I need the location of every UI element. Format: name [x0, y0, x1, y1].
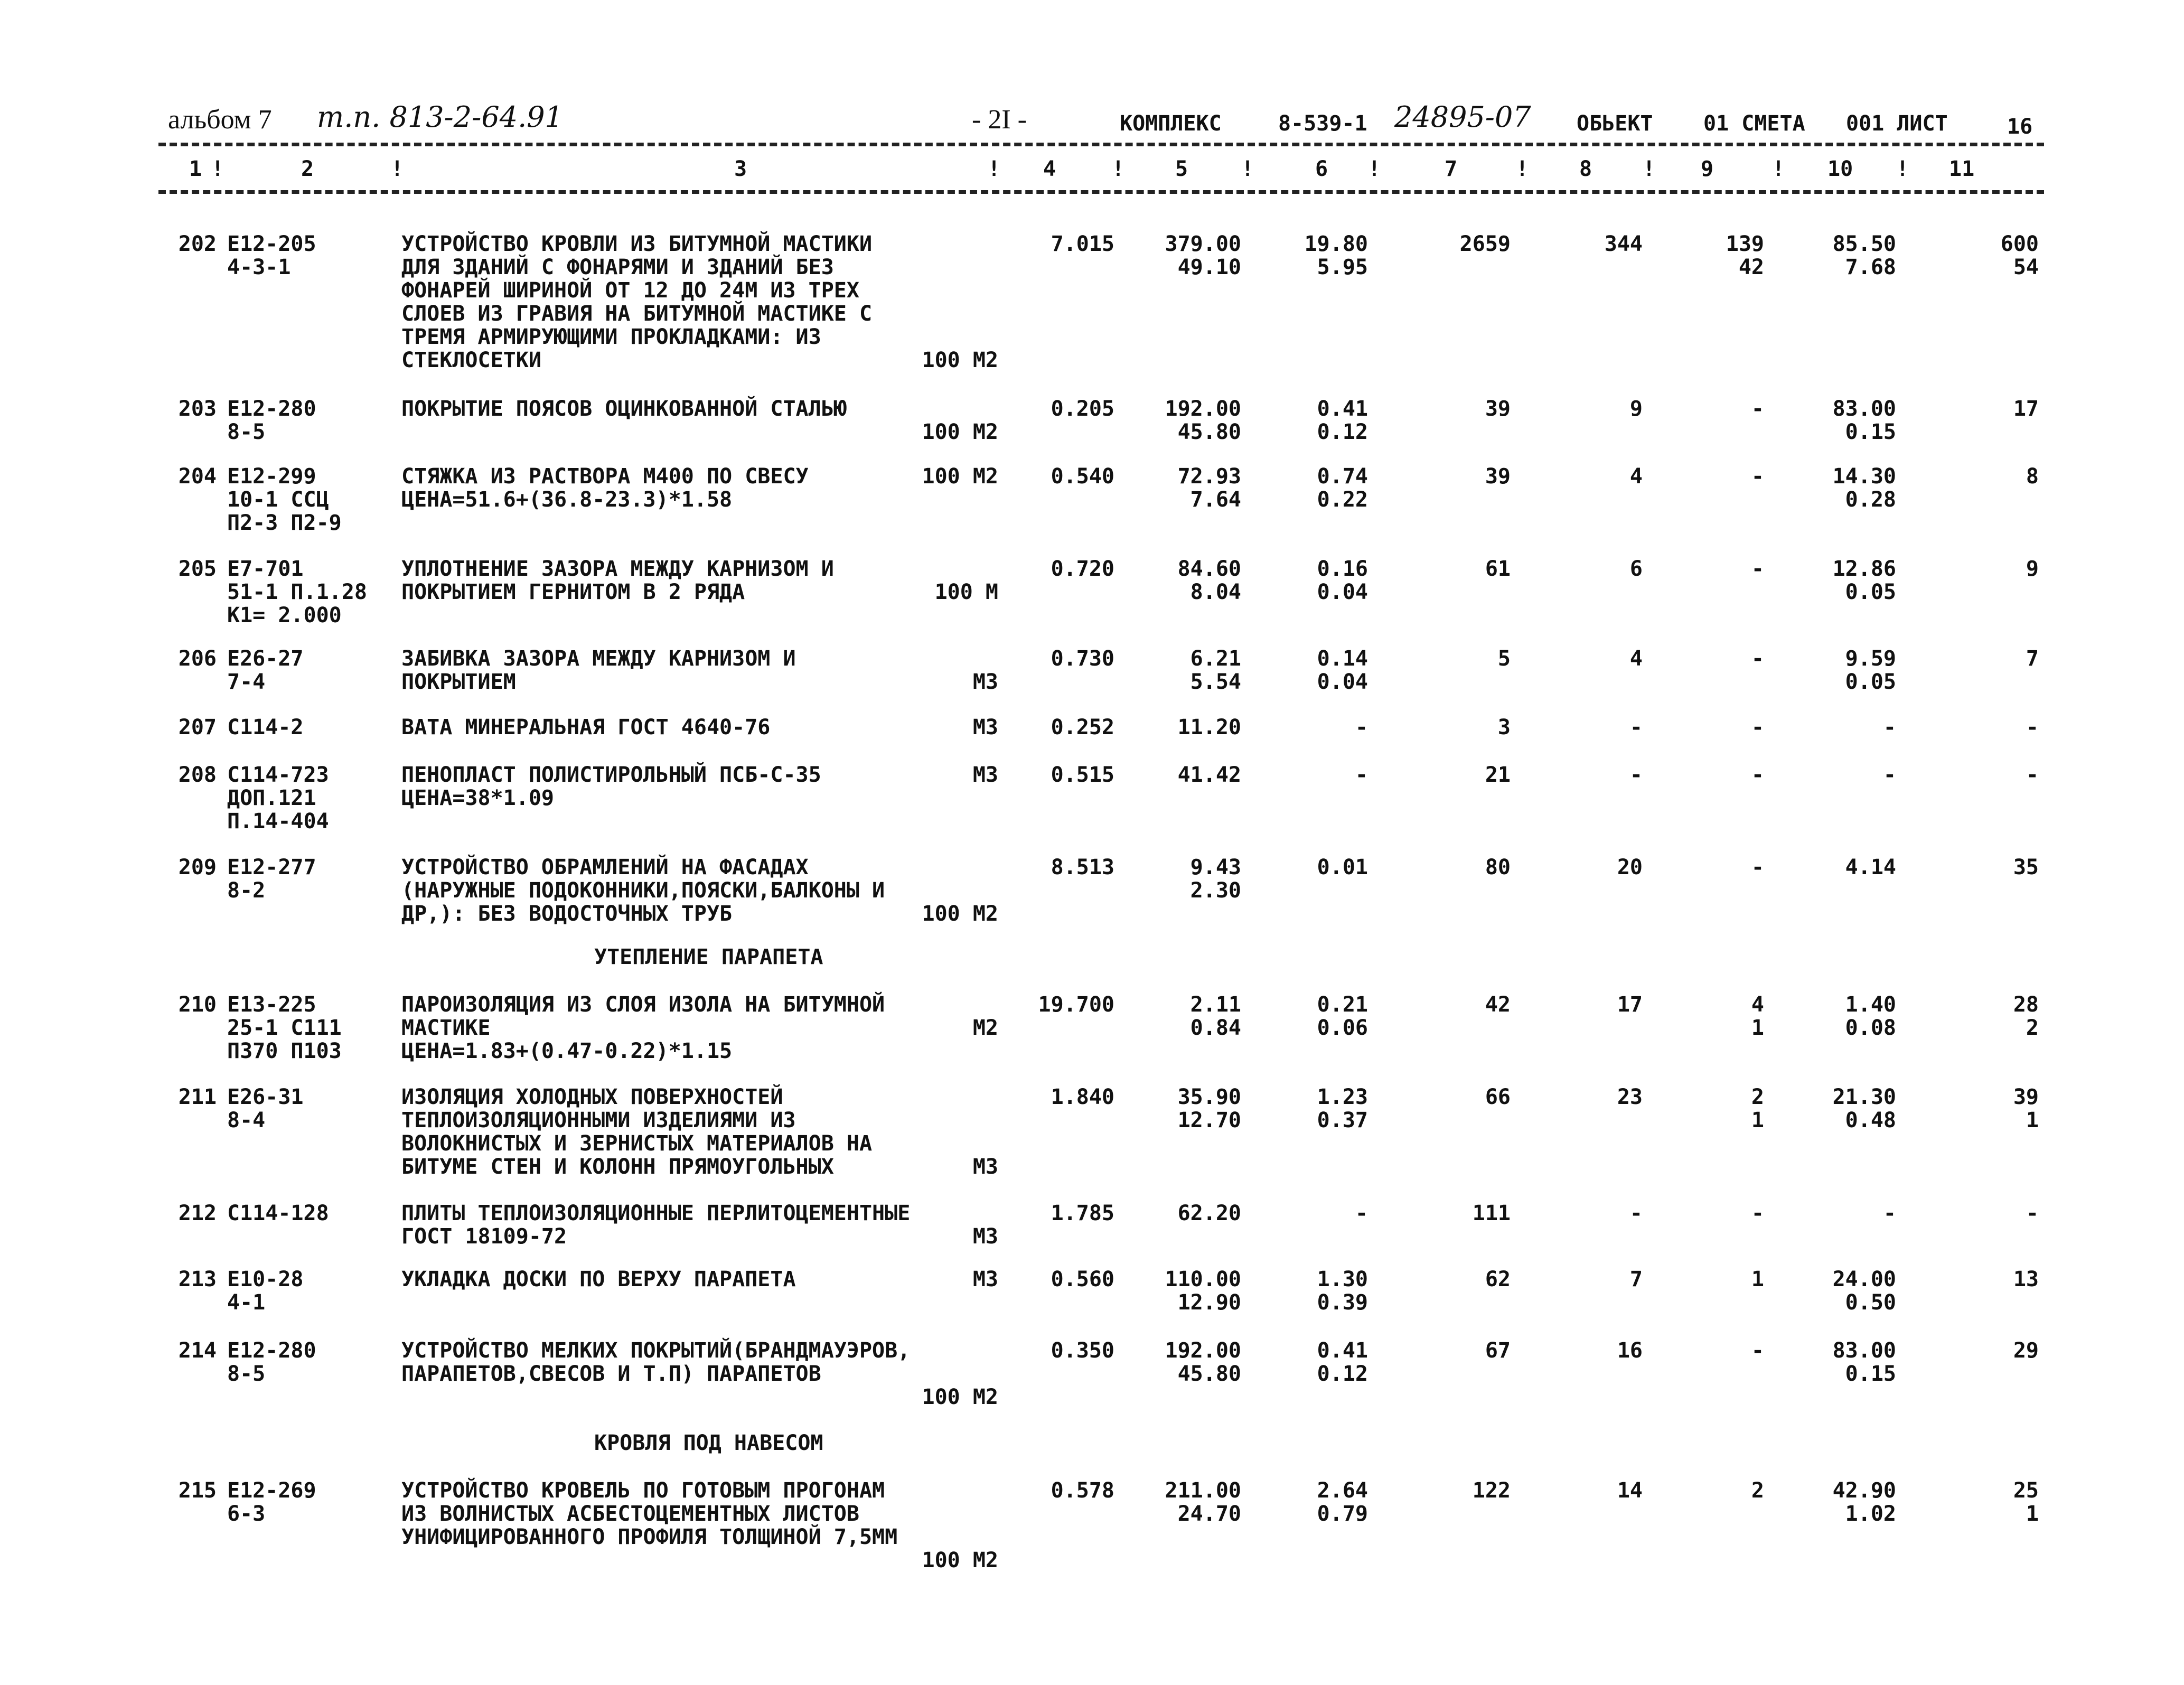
unit-labor: 19.80 5.95 — [1304, 232, 1368, 279]
rate-code: С114-723 ДОП.121 П.14-404 — [227, 763, 329, 834]
rate-code: Е12-205 4-3-1 — [227, 232, 316, 279]
tp-handwritten: т.п. 813-2-64.91 — [317, 100, 563, 134]
total-cost: 80 — [1485, 855, 1511, 879]
quantity: 0.540 — [1051, 464, 1114, 489]
machine-wages: 139 42 — [1726, 232, 1764, 279]
work-description: ВАТА МИНЕРАЛЬНАЯ ГОСТ 4640-76 — [401, 715, 771, 739]
row-number: 214 — [178, 1338, 217, 1363]
total-wages: 23 — [1617, 1085, 1643, 1109]
row-number: 213 — [178, 1267, 217, 1291]
column-number: 6 — [1315, 157, 1328, 181]
unit-of-measure: 100 М2 — [922, 1548, 998, 1572]
rate-code: С114-128 — [227, 1201, 329, 1225]
row-number: 203 — [178, 397, 217, 421]
unit-labor: 0.41 0.12 — [1317, 1338, 1368, 1386]
total-wages: 6 — [1629, 557, 1643, 581]
column-number: 7 — [1445, 157, 1458, 181]
labor-per-unit: 83.00 0.15 — [1832, 397, 1896, 444]
work-description: ПЕНОПЛАСТ ПОЛИСТИРОЛЬНЫЙ ПСБ-С-35 ЦЕНА=38*1.09 — [401, 763, 821, 810]
smeta-number: 001 ЛИСТ — [1846, 111, 1948, 136]
machine-wages: - — [1751, 855, 1764, 879]
machine-wages: - — [1751, 1338, 1764, 1363]
machine-wages: 1 — [1751, 1267, 1764, 1291]
unit-labor: 0.41 0.12 — [1317, 397, 1368, 444]
quantity: 8.513 — [1051, 855, 1114, 879]
rate-code: Е12-277 8-2 — [227, 855, 316, 903]
row-number: 212 — [178, 1201, 217, 1225]
unit-labor: 0.14 0.04 — [1317, 647, 1368, 694]
unit-of-measure: 100 М2 — [922, 464, 998, 489]
row-number: 208 — [178, 763, 217, 787]
total-cost: 111 — [1472, 1201, 1511, 1225]
work-description: УСТРОЙСТВО КРОВЕЛЬ ПО ГОТОВЫМ ПРОГОНАМ ИЗ ВОЛНИСТЫХ АСБЕСТОЦЕМЕНТНЫХ ЛИСТОВ УНИФИЦИРОВАННОГО ПРОФИЛЯ ТОЛЩИНОЙ 7,5ММ — [401, 1478, 898, 1549]
album-label: альбом 7 — [168, 105, 272, 135]
unit-cost: 72.93 7.64 — [1177, 464, 1241, 512]
total-cost: 122 — [1472, 1478, 1511, 1503]
top-rule — [158, 143, 2044, 146]
object-label: ОБЬЕКТ — [1577, 111, 1653, 136]
quantity: 7.015 — [1051, 232, 1114, 256]
total-wages: - — [1629, 1201, 1643, 1225]
column-separator: ! — [1241, 157, 1254, 181]
rate-code: Е13-225 25-1 С111 П370 П103 — [227, 993, 342, 1063]
column-separator: ! — [391, 157, 404, 181]
column-separator: ! — [1643, 157, 1656, 181]
column-separator: ! — [1772, 157, 1785, 181]
row-number: 206 — [178, 647, 217, 671]
column-number: 4 — [1043, 157, 1056, 181]
section-heading: УТЕПЛЕНИЕ ПАРАПЕТА — [594, 945, 823, 969]
unit-of-measure: М2 — [972, 1016, 998, 1040]
labor-total: - — [2026, 715, 2039, 739]
column-number: 3 — [734, 157, 747, 181]
machine-wages: 4 1 — [1751, 993, 1764, 1040]
labor-per-unit: 42.90 1.02 — [1832, 1478, 1896, 1526]
column-number: 9 — [1701, 157, 1714, 181]
total-cost: 2659 — [1459, 232, 1511, 256]
quantity: 0.730 — [1051, 647, 1114, 671]
unit-of-measure: 100 М2 — [922, 1385, 998, 1409]
unit-cost: 35.90 12.70 — [1177, 1085, 1241, 1132]
quantity: 19.700 — [1038, 993, 1114, 1017]
unit-cost: 84.60 8.04 — [1177, 557, 1241, 604]
quantity: 1.785 — [1051, 1201, 1114, 1225]
column-separator: ! — [1516, 157, 1529, 181]
rate-code: Е26-31 8-4 — [227, 1085, 304, 1132]
unit-labor: 0.16 0.04 — [1317, 557, 1368, 604]
work-description: УСТРОЙСТВО МЕЛКИХ ПОКРЫТИЙ(БРАНДМАУЭРОВ, ПАРАПЕТОВ,СВЕСОВ И Т.П) ПАРАПЕТОВ — [401, 1338, 911, 1386]
labor-per-unit: 14.30 0.28 — [1832, 464, 1896, 512]
column-number: 2 — [301, 157, 314, 181]
unit-labor: - — [1355, 715, 1368, 739]
kompleks-code: 8-539-1 — [1278, 111, 1367, 136]
machine-wages: - — [1751, 464, 1764, 489]
unit-of-measure: 100 М — [934, 580, 998, 604]
total-cost: 42 — [1485, 993, 1511, 1017]
unit-labor: 0.01 — [1317, 855, 1368, 879]
labor-per-unit: 9.59 0.05 — [1845, 647, 1896, 694]
unit-labor: 0.74 0.22 — [1317, 464, 1368, 512]
machine-wages: 2 1 — [1751, 1085, 1764, 1132]
total-wages: 4 — [1629, 464, 1643, 489]
unit-labor: 1.30 0.39 — [1317, 1267, 1368, 1315]
rate-code: С114-2 — [227, 715, 304, 739]
labor-per-unit: - — [1883, 1201, 1896, 1225]
machine-wages: - — [1751, 715, 1764, 739]
rate-code: Е12-269 6-3 — [227, 1478, 316, 1526]
total-cost: 66 — [1485, 1085, 1511, 1109]
total-wages: 9 — [1629, 397, 1643, 421]
total-wages: 7 — [1629, 1267, 1643, 1291]
total-wages: 20 — [1617, 855, 1643, 879]
quantity: 0.350 — [1051, 1338, 1114, 1363]
labor-total: 28 2 — [2013, 993, 2039, 1040]
total-cost: 62 — [1485, 1267, 1511, 1291]
work-description: СТЯЖКА ИЗ РАСТВОРА М400 ПО СВЕСУ ЦЕНА=51.6+(36.8-23.3)*1.58 — [401, 464, 809, 512]
row-number: 205 — [178, 557, 217, 581]
labor-total: 7 — [2026, 647, 2039, 671]
column-number: 8 — [1579, 157, 1592, 181]
machine-wages: - — [1751, 1201, 1764, 1225]
work-description: УСТРОЙСТВО КРОВЛИ ИЗ БИТУМНОЙ МАСТИКИ ДЛЯ ЗДАНИЙ С ФОНАРЯМИ И ЗДАНИЙ БЕЗ ФОНАРЕЙ ШИРИНОЙ ОТ 12 ДО 24М ИЗ ТРЕХ СЛОЕВ ИЗ ГРАВИЯ НА БИТУМНОЙ МАСТИКЕ С ТРЕМЯ АРМИРУЮЩИМИ ПРОКЛАДКАМИ: ИЗ СТЕКЛОСЕТКИ — [401, 232, 873, 372]
unit-cost: 62.20 — [1177, 1201, 1241, 1225]
unit-labor: 2.64 0.79 — [1317, 1478, 1368, 1526]
unit-of-measure: М3 — [972, 715, 998, 739]
rate-code: Е26-27 7-4 — [227, 647, 304, 694]
row-number: 210 — [178, 993, 217, 1017]
total-cost: 67 — [1485, 1338, 1511, 1363]
column-separator: ! — [988, 157, 1001, 181]
work-description: УКЛАДКА ДОСКИ ПО ВЕРХУ ПАРАПЕТА — [401, 1267, 796, 1291]
unit-labor: - — [1355, 1201, 1368, 1225]
column-separator: ! — [1112, 157, 1125, 181]
unit-cost: 110.00 12.90 — [1165, 1267, 1241, 1315]
labor-total: - — [2026, 1201, 2039, 1225]
labor-per-unit: 83.00 0.15 — [1832, 1338, 1896, 1386]
labor-total: 9 — [2026, 557, 2039, 581]
unit-cost: 11.20 — [1177, 715, 1241, 739]
unit-cost: 211.00 24.70 — [1165, 1478, 1241, 1526]
unit-cost: 2.11 0.84 — [1190, 993, 1241, 1040]
work-description: УСТРОЙСТВО ОБРАМЛЕНИЙ НА ФАСАДАХ (НАРУЖНЫЕ ПОДОКОННИКИ,ПОЯСКИ,БАЛКОНЫ И ДР,): БЕЗ ВОДОСТОЧНЫХ ТРУБ — [401, 855, 885, 926]
work-description: ПАРОИЗОЛЯЦИЯ ИЗ СЛОЯ ИЗОЛА НА БИТУМНОЙ МАСТИКЕ ЦЕНА=1.83+(0.47-0.22)*1.15 — [401, 993, 885, 1063]
unit-of-measure: 100 М2 — [922, 420, 998, 444]
row-number: 202 — [178, 232, 217, 256]
machine-wages: - — [1751, 763, 1764, 787]
unit-of-measure: 100 М2 — [922, 902, 998, 926]
quantity: 1.840 — [1051, 1085, 1114, 1109]
column-number: 5 — [1175, 157, 1188, 181]
unit-of-measure: 100 М2 — [922, 348, 998, 372]
quantity: 0.578 — [1051, 1478, 1114, 1503]
labor-total: 17 — [2013, 397, 2039, 421]
rate-code: Е10-28 4-1 — [227, 1267, 304, 1315]
section-heading: КРОВЛЯ ПОД НАВЕСОМ — [594, 1431, 823, 1455]
labor-total: 35 — [2013, 855, 2039, 879]
machine-wages: - — [1751, 647, 1764, 671]
unit-labor: 1.23 0.37 — [1317, 1085, 1368, 1132]
row-number: 207 — [178, 715, 217, 739]
labor-total: 8 — [2026, 464, 2039, 489]
quantity: 0.252 — [1051, 715, 1114, 739]
total-wages: - — [1629, 715, 1643, 739]
column-separator: ! — [1896, 157, 1909, 181]
total-cost: 39 — [1485, 464, 1511, 489]
total-wages: 14 — [1617, 1478, 1643, 1503]
labor-total: 39 1 — [2013, 1085, 2039, 1132]
total-cost: 61 — [1485, 557, 1511, 581]
quantity: 0.205 — [1051, 397, 1114, 421]
row-number: 209 — [178, 855, 217, 879]
column-separator: ! — [1368, 157, 1381, 181]
rate-code: Е12-280 8-5 — [227, 1338, 316, 1386]
unit-of-measure: М3 — [972, 1155, 998, 1179]
work-description: ИЗОЛЯЦИЯ ХОЛОДНЫХ ПОВЕРХНОСТЕЙ ТЕПЛОИЗОЛЯЦИОННЫМИ ИЗДЕЛИЯМИ ИЗ ВОЛОКНИСТЫХ И ЗЕРНИСТЫХ МАТЕРИАЛОВ НА БИТУМЕ СТЕН И КОЛОНН ПРЯМОУГОЛЬНЫХ — [401, 1085, 873, 1179]
labor-total: 600 54 — [2000, 232, 2039, 279]
kompleks-label: КОМПЛЕКС — [1120, 111, 1222, 136]
labor-per-unit: 85.50 7.68 — [1832, 232, 1896, 279]
quantity: 0.720 — [1051, 557, 1114, 581]
labor-total: 13 — [2013, 1267, 2039, 1291]
rate-code: Е12-299 10-1 ССЦ П2-3 П2-9 — [227, 464, 342, 535]
unit-cost: 41.42 — [1177, 763, 1241, 787]
labor-per-unit: 24.00 0.50 — [1832, 1267, 1896, 1315]
unit-cost: 192.00 45.80 — [1165, 1338, 1241, 1386]
column-separator: ! — [211, 157, 224, 181]
quantity: 0.515 — [1051, 763, 1114, 787]
unit-cost: 192.00 45.80 — [1165, 397, 1241, 444]
column-number: 1 — [189, 157, 202, 181]
total-wages: 16 — [1617, 1338, 1643, 1363]
labor-per-unit: 1.40 0.08 — [1845, 993, 1896, 1040]
labor-per-unit: - — [1883, 763, 1896, 787]
unit-of-measure: М3 — [972, 670, 998, 694]
row-number: 204 — [178, 464, 217, 489]
labor-per-unit: 4.14 — [1845, 855, 1896, 879]
labor-per-unit: 21.30 0.48 — [1832, 1085, 1896, 1132]
object-code-handwritten: 24895-07 — [1394, 100, 1531, 134]
work-description: ПЛИТЫ ТЕПЛОИЗОЛЯЦИОННЫЕ ПЕРЛИТОЦЕМЕНТНЫЕ ГОСТ 18109-72 — [401, 1201, 911, 1249]
total-wages: 4 — [1629, 647, 1643, 671]
page-number: - 2I - — [972, 105, 1027, 135]
header-rule — [158, 190, 2044, 194]
unit-labor: 0.21 0.06 — [1317, 993, 1368, 1040]
unit-cost: 379.00 49.10 — [1165, 232, 1241, 279]
column-number: 10 — [1827, 157, 1853, 181]
labor-total: 29 — [2013, 1338, 2039, 1363]
quantity: 0.560 — [1051, 1267, 1114, 1291]
unit-labor: - — [1355, 763, 1368, 787]
work-description: ЗАБИВКА ЗАЗОРА МЕЖДУ КАРНИЗОМ И ПОКРЫТИЕМ — [401, 647, 796, 694]
unit-of-measure: М3 — [972, 1224, 998, 1249]
rate-code: Е7-701 51-1 П.1.28 К1= 2.000 — [227, 557, 367, 628]
labor-per-unit: - — [1883, 715, 1896, 739]
unit-cost: 6.21 5.54 — [1190, 647, 1241, 694]
work-description: УПЛОТНЕНИЕ ЗАЗОРА МЕЖДУ КАРНИЗОМ И ПОКРЫТИЕМ ГЕРНИТОМ В 2 РЯДА — [401, 557, 834, 604]
unit-of-measure: М3 — [972, 1267, 998, 1291]
total-cost: 39 — [1485, 397, 1511, 421]
total-cost: 3 — [1497, 715, 1511, 739]
labor-per-unit: 12.86 0.05 — [1832, 557, 1896, 604]
total-wages: 17 — [1617, 993, 1643, 1017]
machine-wages: 2 — [1751, 1478, 1764, 1503]
unit-cost: 9.43 2.30 — [1190, 855, 1241, 903]
total-wages: 344 — [1604, 232, 1643, 256]
machine-wages: - — [1751, 557, 1764, 581]
column-number: 11 — [1949, 157, 1975, 181]
row-number: 211 — [178, 1085, 217, 1109]
total-cost: 21 — [1485, 763, 1511, 787]
work-description: ПОКРЫТИЕ ПОЯСОВ ОЦИНКОВАННОЙ СТАЛЬЮ — [401, 397, 847, 421]
object-number: 01 СМЕТА — [1703, 111, 1805, 136]
total-cost: 5 — [1497, 647, 1511, 671]
labor-total: - — [2026, 763, 2039, 787]
row-number: 215 — [178, 1478, 217, 1503]
sheet-number: 16 — [2007, 115, 2033, 139]
labor-total: 25 1 — [2013, 1478, 2039, 1526]
machine-wages: - — [1751, 397, 1764, 421]
unit-of-measure: М3 — [972, 763, 998, 787]
rate-code: Е12-280 8-5 — [227, 397, 316, 444]
total-wages: - — [1629, 763, 1643, 787]
